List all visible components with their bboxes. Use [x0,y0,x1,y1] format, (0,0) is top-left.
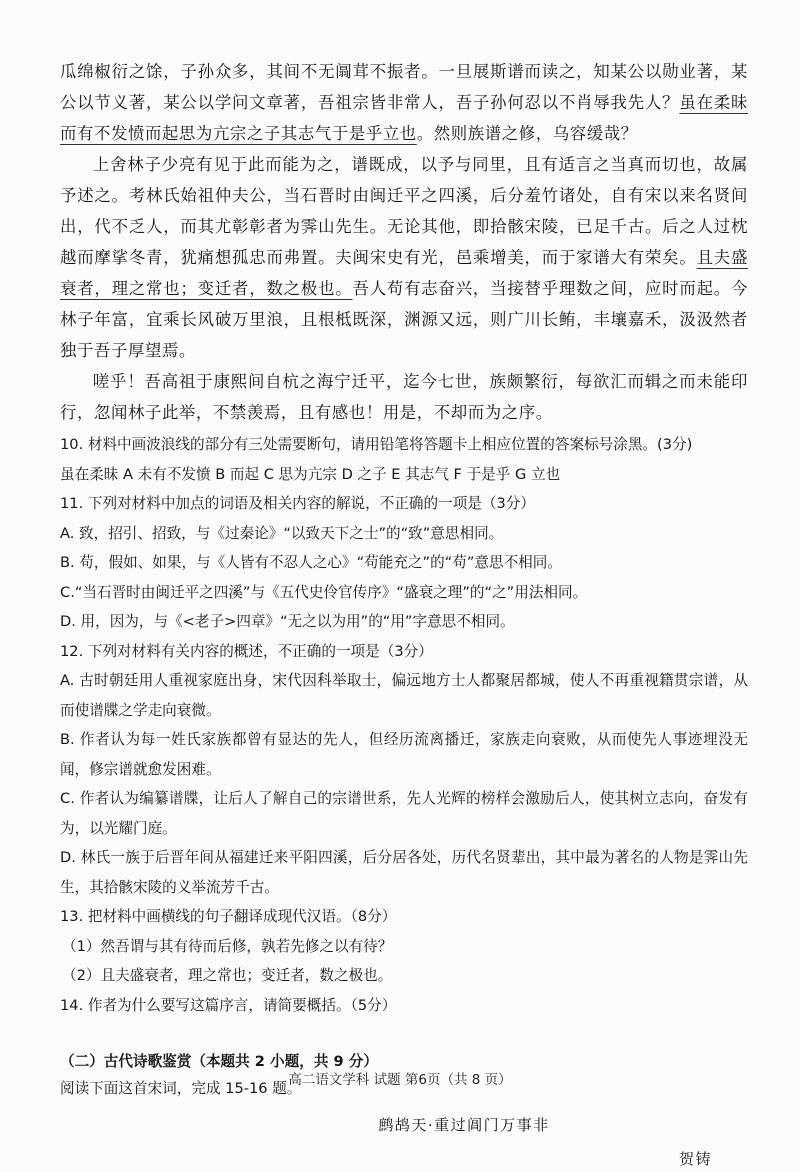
passage-paragraph-1 [60,56,748,149]
passage-text: 。然则族谱之修，乌容缓哉？ [416,124,638,143]
passage-paragraph-2 [60,149,748,366]
question-list [60,430,748,1020]
question-10: 10. 材料中画波浪线的部分有三处需要断句，请用铅笔将答题卡上相应位置的答案标号涂黑。(3分) [60,436,693,453]
question-10-options: 虽在柔昧 A 未有不发愤 B 而起 C 思为亢宗 D 之子 E 其志气 F 于是乎 G 立也 [60,465,561,483]
question-11: 11. 下列对材料中加点的词语及相关内容的解说，不正确的一项是（3分） [60,495,535,512]
classical-passage [60,56,748,428]
question-13-part-1: （1）然吾谓与其有待而后修，孰若先修之以有待？ [62,937,393,955]
passage-text: 瓜绵椒衍之馀，子孙众多，其间不无阘茸不振者。一旦展斯谱而读之，知某公以勋业著，某公以节义著，某公以学问文章著，吾祖宗皆非常人，吾子孙何忍以不肖辱我先人？ [60,62,748,112]
question-12-option-d: D. 林氏一族于后晋年间从福建迁来平阳四溪，后分居各处，历代名贤辈出，其中最为著名的人物是霁山先生，其拾骸宋陵的义举流芳千古。 [60,849,748,896]
question-14: 14. 作者为什么要写这篇序言，请简要概括。（5分） [60,996,397,1014]
question-13-part-2: （2）且夫盛衰者，理之常也；变迁者，数之极也。 [62,967,393,984]
passage-paragraph-3: 嗟乎！吾高祖于康熙间自杭之海宁迁平，迄今七世，族颇繁衍，每欲汇而辑之而未能印行，忽闻林子此举，不禁羡焉，且有感也！用是，不却而为之序。 [60,372,748,422]
question-12-option-c: C. 作者认为编纂谱牒，让后人了解自己的宗谱世系，先人光辉的榜样会激励后人，使其树立志向，奋发有为，以光耀门庭。 [60,790,748,837]
passage-text: 上舍林子少亮有见于此而能为之，谱既成，以予与同里，且有适言之当真而切也，故属予述之。考林氏始祖仲夫公，当石晋时由闽迁平之四溪，后分羞竹诸处，自有宋以来名贤间出，代不乏人，而其尤彰彰者为霁山先生。无论其他，即拾骸宋陵，已足千古。后之人过枕越而摩挲冬青，犹痛想孤忠而弗置。夫闽宋史有光，邑乘增美，而于家谱大有荣矣。 [60,155,748,267]
question-13: 13. 把材料中画横线的句子翻译成现代汉语。（8分） [60,908,397,925]
wavy-underlined-sentence: 虽在柔昧而有不发愤而起思为亢宗之子其志气于是乎立也 [60,93,748,143]
question-12: 12. 下列对材料有关内容的概述，不正确的一项是（3分） [60,642,433,660]
page-footer: 高二语文学科 试题 第6页（共 8 页） [288,1072,512,1088]
question-11-option-a: A. 致，招引、招致，与《过秦论》“以致天下之士”的“致”意思相同。 [60,524,504,542]
question-11-option-b: B. 苟，假如、如果，与《人皆有不忍人之心》“苟能充之”的“苟”意思不相同。 [60,554,562,571]
question-11-option-d: D. 用，因为，与《<老子>四章》“无之以为用”的“用”字意思不相同。 [60,613,515,630]
question-12-option-a: A. 古时朝廷用人重视家庭出身，宋代因科举取士，偏远地方士人都聚居都城，使人不再重视籍贯宗谱，从而使谱牒之学走向衰微。 [60,672,748,719]
poetry-section-title: （二）古代诗歌鉴赏（本题共 2 小题，共 9 分） [60,1053,378,1070]
question-12-option-b: B. 作者认为每一姓氏家族都曾有显达的先人，但经历流离播迁，家族走向衰败，从而使先人事迹埋没无闻，修宗谱就愈发困难。 [60,731,748,778]
poetry-instruction: 阅读下面这首宋词，完成 15-16 题。 [60,1080,302,1097]
question-11-option-c: C.“当石晋时由闽迁平之四溪”与《五代史伶官传序》“盛衰之理”的“之”用法相同。 [60,583,588,601]
passage-text: 吾人苟有志奋兴，当接替乎理数之间，应时而起。今林子年富，宜乘长风破万里浪，且根柢既深，渊源又远，则广川长鲔，丰壤嘉禾，汲汲然者独于吾子厚望焉。 [60,279,748,360]
poem-title: 鹧鸪天·重过阊门万事非 [378,1116,550,1134]
underlined-sentence: 且夫盛衰者，理之常也；变迁者，数之极也。 [60,248,748,298]
poem-author: 贺铸 [678,1150,712,1168]
